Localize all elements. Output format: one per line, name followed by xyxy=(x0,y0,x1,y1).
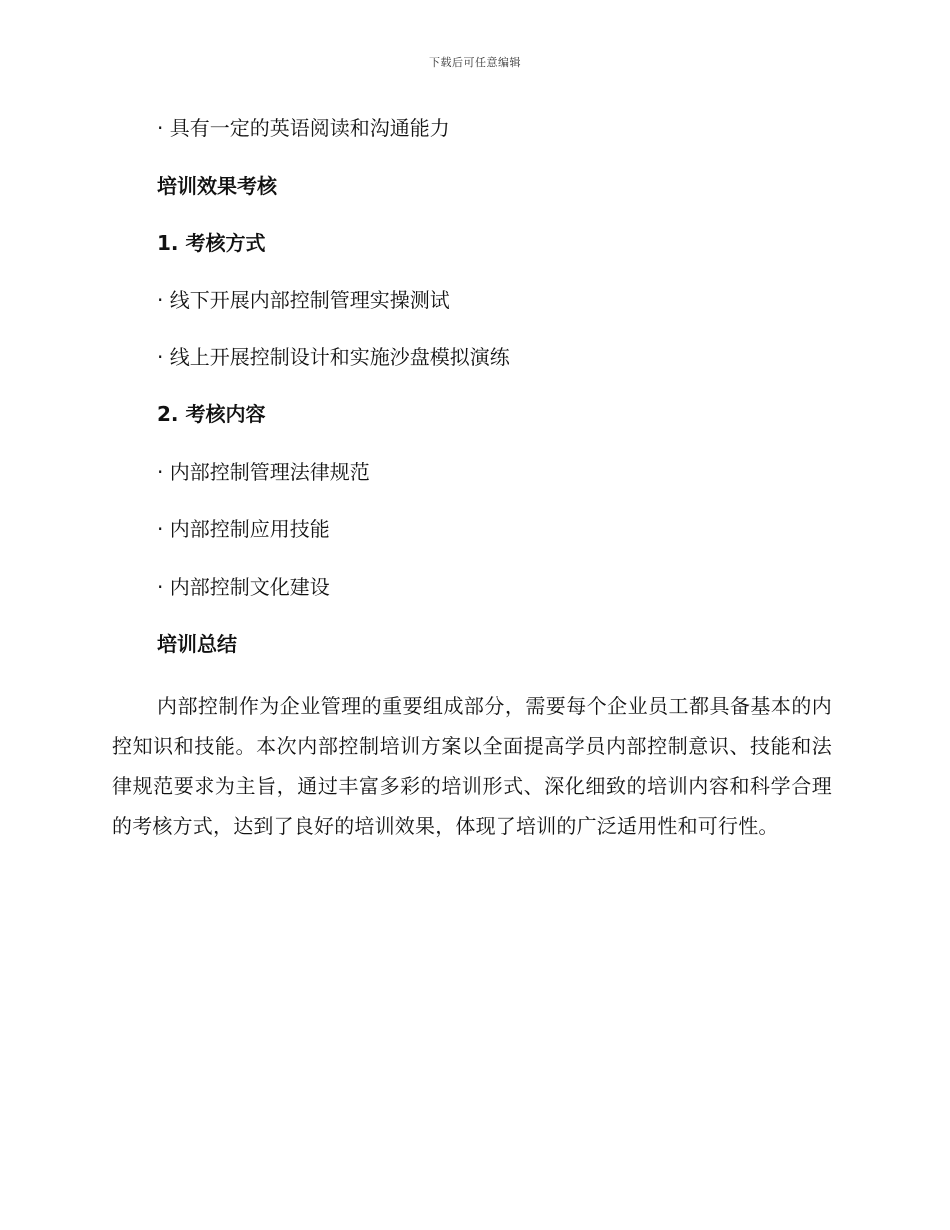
summary-paragraph: 内部控制作为企业管理的重要组成部分，需要每个企业员工都具备基本的内控知识和技能。本次内部控制培训方案以全面提高学员内部控制意识、技能和法律规范要求为主旨，通过丰富多彩的培训形式、深化细致的培训内容和科学合理的考核方式，达到了良好的培训效果，体现了培训的广泛适用性和可行性。 xyxy=(112,694,832,838)
subheading-assessment-content: 2. 考核内容 xyxy=(157,402,266,426)
bullet-culture-building: · 内部控制文化建设 xyxy=(157,575,330,599)
bullet-online-simulation: · 线上开展控制设计和实施沙盘模拟演练 xyxy=(157,345,510,369)
bullet-application-skills: · 内部控制应用技能 xyxy=(157,517,330,541)
bullet-law-norms: · 内部控制管理法律规范 xyxy=(157,460,370,484)
bullet-english-ability: · 具有一定的英语阅读和沟通能力 xyxy=(157,116,450,140)
header-note: 下载后可任意编辑 xyxy=(429,56,521,69)
subheading-assessment-method: 1. 考核方式 xyxy=(157,231,266,255)
heading-summary: 培训总结 xyxy=(157,632,237,656)
heading-assessment: 培训效果考核 xyxy=(157,174,277,198)
bullet-offline-test: · 线下开展内部控制管理实操测试 xyxy=(157,288,450,312)
